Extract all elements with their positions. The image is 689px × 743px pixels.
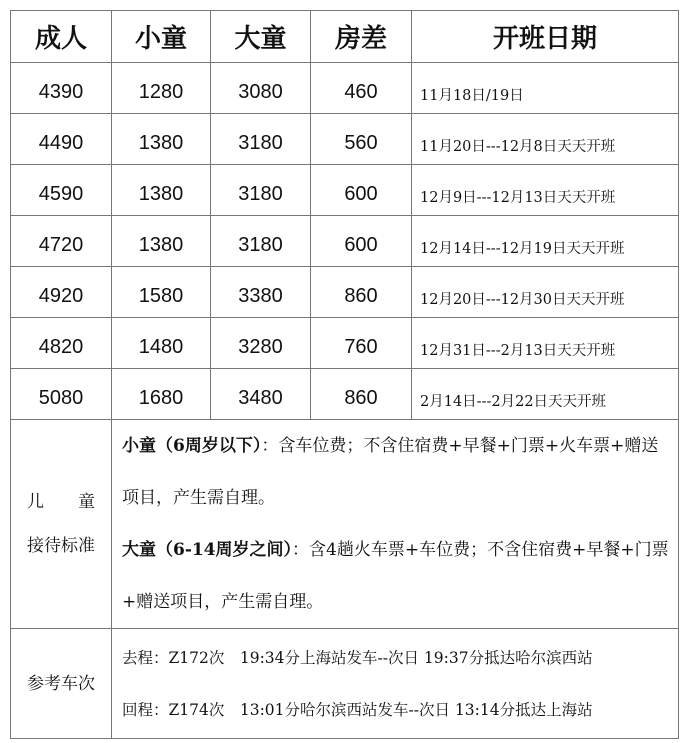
big-child-price: 3280 — [211, 318, 311, 369]
price-row — [11, 63, 679, 114]
header-small-child: 小童 — [112, 11, 211, 63]
return-train: 回程：Z174次 13:01分哈尔滨西站发车--次日 13:14分抵达上海站 — [122, 700, 593, 719]
big-child-price: 3480 — [211, 369, 311, 420]
big-child-price: 3180 — [211, 216, 311, 267]
header-row — [11, 11, 679, 63]
header-room-diff: 房差 — [311, 11, 412, 63]
big-child-title: 大童（6-14周岁之间） — [122, 540, 293, 560]
trains-label: 参考车次 — [11, 629, 112, 739]
adult-price: 4720 — [11, 216, 112, 267]
price-row — [11, 216, 679, 267]
room-diff-price: 460 — [311, 63, 412, 114]
departure-dates: 11月20日---12月8日天天开班 — [412, 114, 679, 165]
room-diff-price: 600 — [311, 216, 412, 267]
departure-dates: 12月20日---12月30日天天开班 — [412, 267, 679, 318]
adult-price: 4390 — [11, 63, 112, 114]
big-child-price: 3180 — [211, 165, 311, 216]
room-diff-price: 860 — [311, 267, 412, 318]
room-diff-price: 860 — [311, 369, 412, 420]
header-big-child: 大童 — [211, 11, 311, 63]
adult-price: 4820 — [11, 318, 112, 369]
big-child-price: 3380 — [211, 267, 311, 318]
adult-price: 4590 — [11, 165, 112, 216]
children-description — [112, 420, 679, 629]
small-child-text: ：含车位费；不含住宿费+早餐+门票+火车票+赠送项目，产生需自理。 — [122, 436, 659, 508]
price-row — [11, 318, 679, 369]
room-diff-price: 760 — [311, 318, 412, 369]
adult-price: 5080 — [11, 369, 112, 420]
room-diff-price: 600 — [311, 165, 412, 216]
trains-row — [11, 629, 679, 739]
departure-dates: 2月14日---2月22日天天开班 — [412, 369, 679, 420]
trains-description — [112, 629, 679, 739]
children-label-line1: 儿 童 — [27, 492, 95, 512]
departure-dates: 12月31日---2月13日天天开班 — [412, 318, 679, 369]
price-row — [11, 165, 679, 216]
price-row — [11, 114, 679, 165]
small-child-price: 1380 — [112, 165, 211, 216]
small-child-price: 1680 — [112, 369, 211, 420]
small-child-price: 1380 — [112, 114, 211, 165]
room-diff-price: 560 — [311, 114, 412, 165]
price-row — [11, 369, 679, 420]
price-row — [11, 267, 679, 318]
small-child-price: 1580 — [112, 267, 211, 318]
departure-dates: 12月14日---12月19日天天开班 — [412, 216, 679, 267]
children-standard-row — [11, 420, 679, 629]
small-child-price: 1380 — [112, 216, 211, 267]
adult-price: 4920 — [11, 267, 112, 318]
departure-dates: 11月18日/19日 — [412, 63, 679, 114]
departure-dates: 12月9日---12月13日天天开班 — [412, 165, 679, 216]
small-child-price: 1280 — [112, 63, 211, 114]
children-label — [11, 420, 112, 629]
price-table — [10, 10, 679, 739]
adult-price: 4490 — [11, 114, 112, 165]
outbound-train: 去程：Z172次 19:34分上海站发车--次日 19:37分抵达哈尔滨西站 — [122, 648, 593, 667]
big-child-price: 3080 — [211, 63, 311, 114]
big-child-price: 3180 — [211, 114, 311, 165]
big-child-text: ：含4趟火车票+车位费；不含住宿费+早餐+门票+赠送项目，产生需自理。 — [122, 540, 669, 612]
header-adult: 成人 — [11, 11, 112, 63]
small-child-title: 小童（6周岁以下） — [122, 436, 262, 456]
header-dates: 开班日期 — [412, 11, 679, 63]
small-child-price: 1480 — [112, 318, 211, 369]
children-label-line2: 接待标准 — [27, 536, 95, 556]
